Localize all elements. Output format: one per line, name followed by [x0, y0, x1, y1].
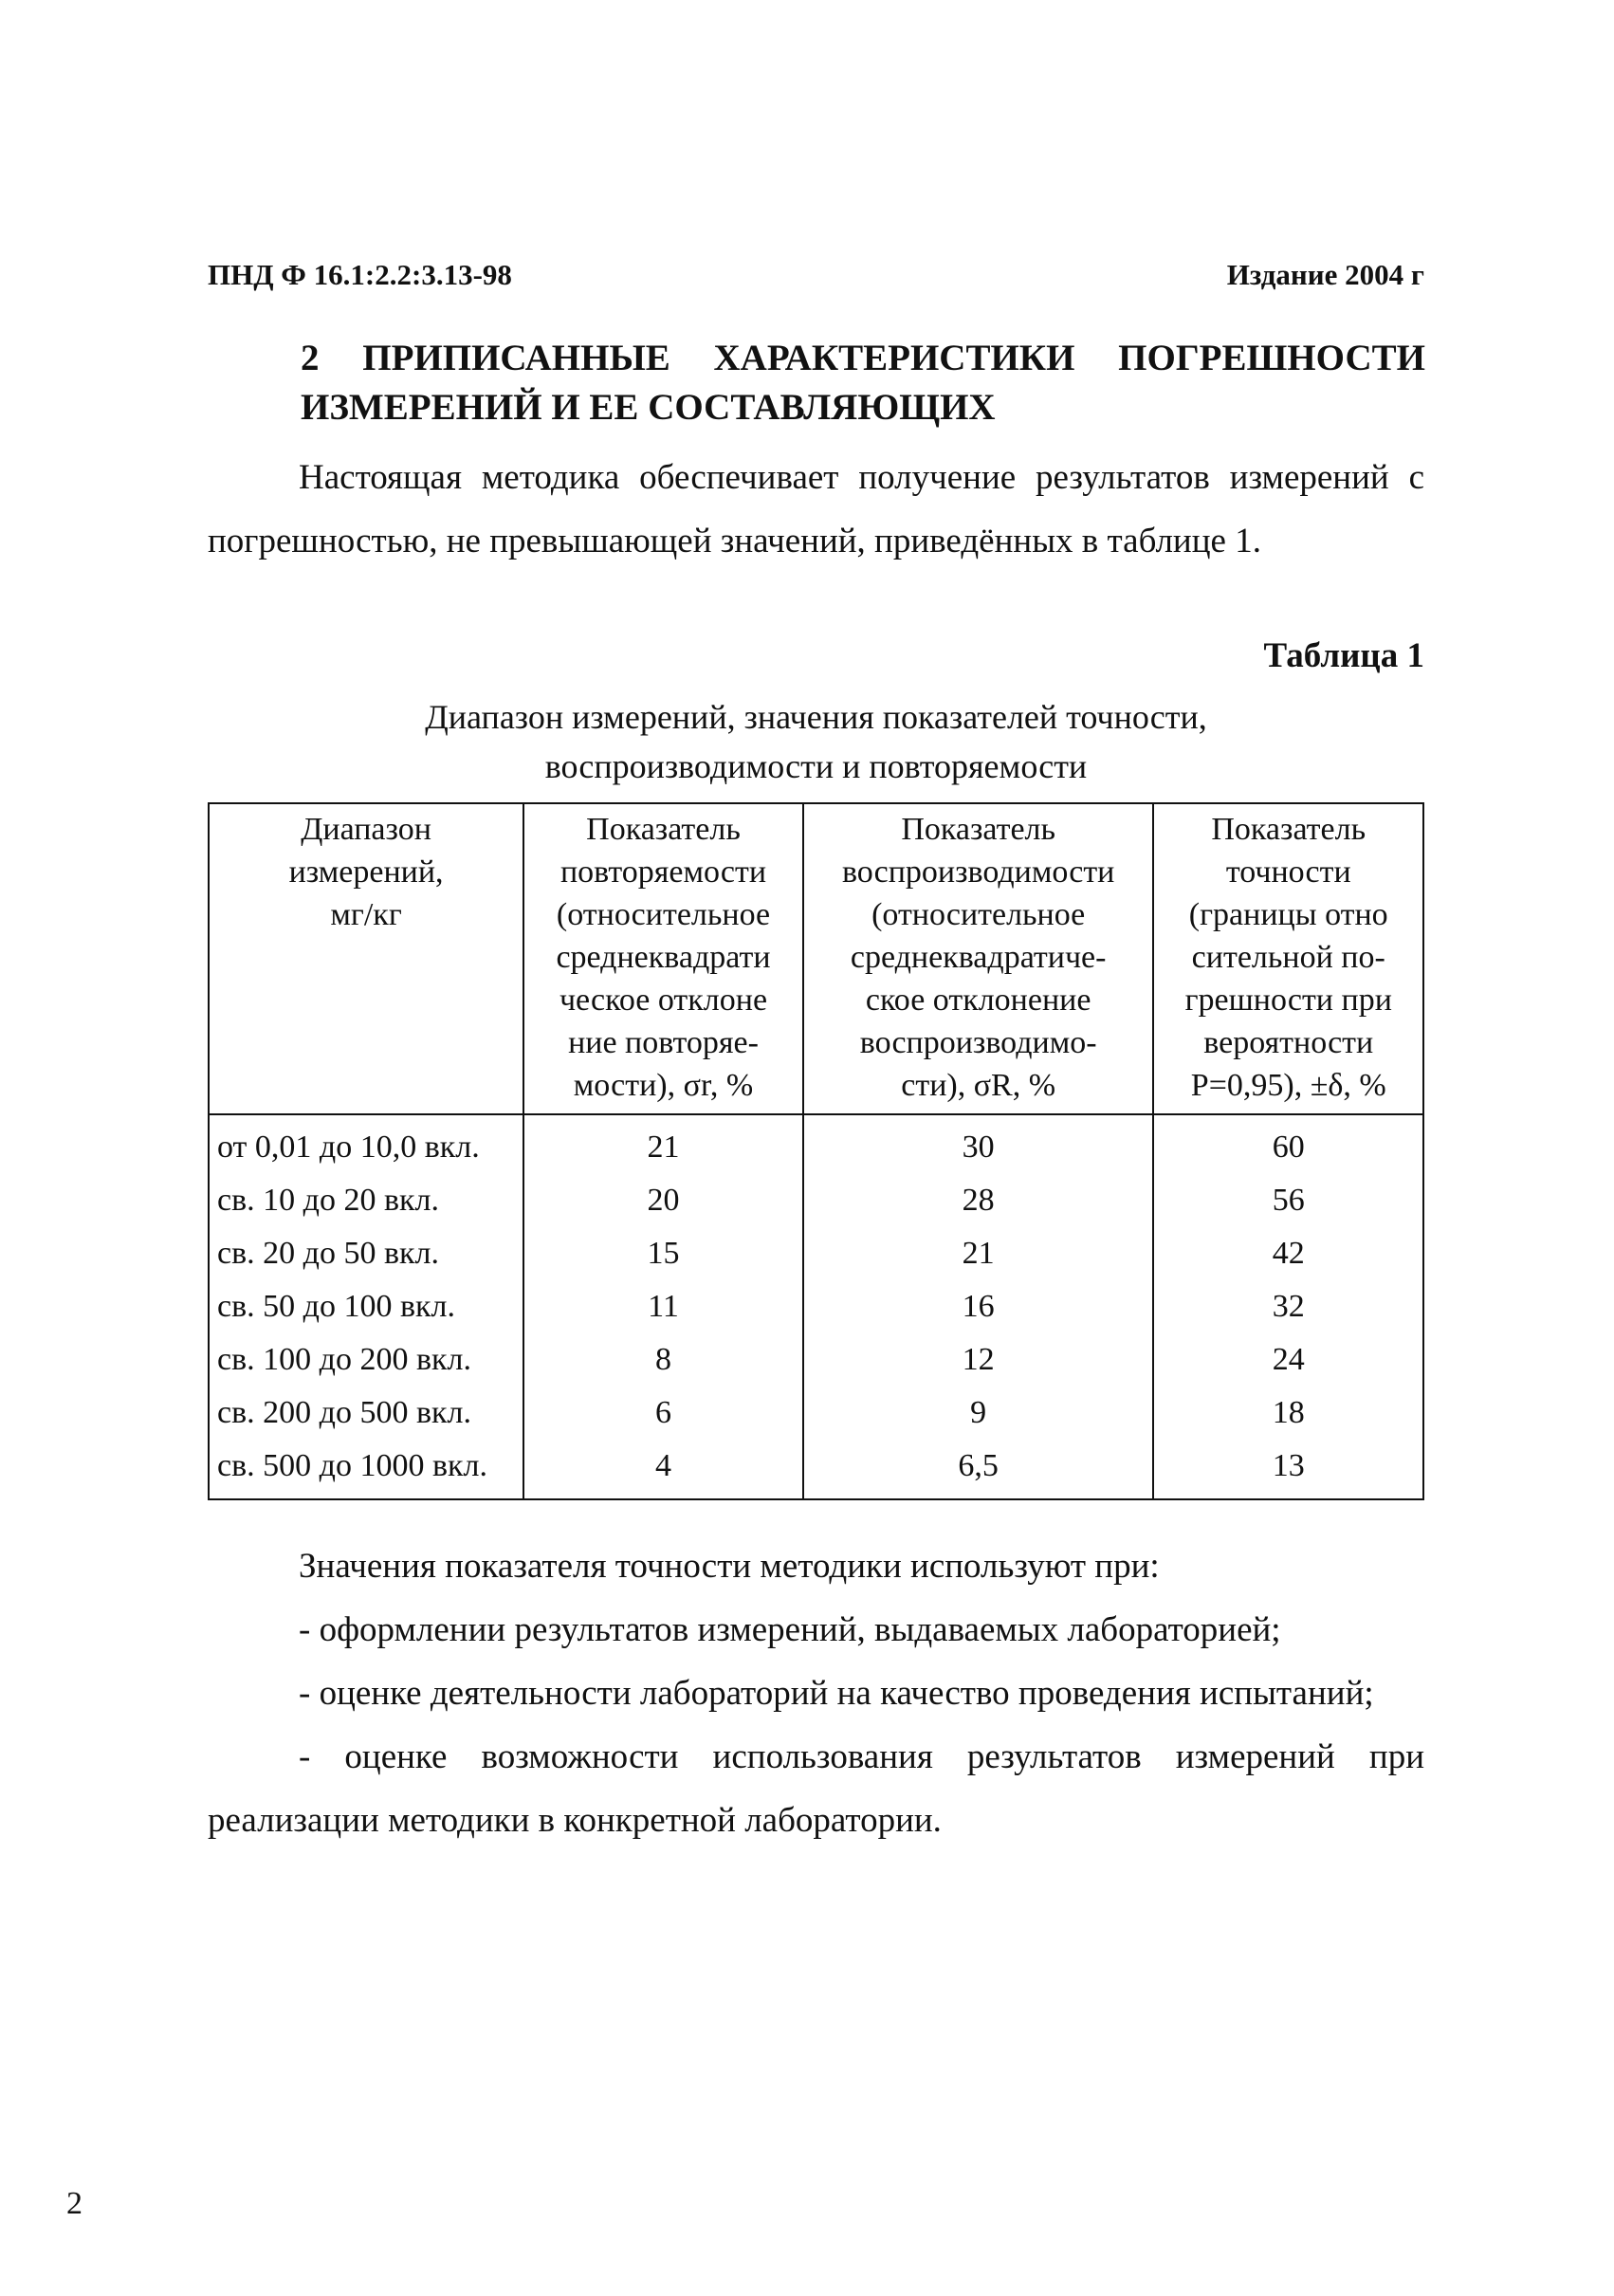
cell-accuracy: 42 — [1153, 1227, 1423, 1280]
edition-label: Издание 2004 г — [1226, 258, 1424, 291]
table-row — [209, 1387, 1423, 1440]
cell-repeatability: 20 — [523, 1174, 803, 1227]
table-row — [209, 1174, 1423, 1227]
usage-section — [208, 1534, 1424, 1852]
table-row — [209, 1333, 1423, 1387]
cell-range: св. 20 до 50 вкл. — [209, 1227, 523, 1280]
section-title-word: ПОГРЕШНОСТИ — [1118, 338, 1425, 378]
intro-text: Настоящая методика обеспечивает получение результатов измерений с погрешностью, не превышающей значений, приведённых в таблице 1. — [208, 458, 1424, 560]
page-header — [208, 258, 1424, 305]
section-title-line2: ИЗМЕРЕНИЙ И ЕЕ СОСТАВЛЯЮЩИХ — [301, 387, 996, 428]
cell-accuracy: 24 — [1153, 1333, 1423, 1387]
document-code: ПНД Ф 16.1:2.2:3.13-98 — [208, 258, 512, 291]
cell-repeatability: 15 — [523, 1227, 803, 1280]
cell-reproducibility: 6,5 — [803, 1440, 1154, 1499]
table-row — [209, 1280, 1423, 1333]
cell-accuracy: 13 — [1153, 1440, 1423, 1499]
cell-accuracy: 60 — [1153, 1114, 1423, 1174]
section-title-word: ПРИПИСАННЫЕ — [362, 338, 670, 378]
cell-range: от 0,01 до 10,0 вкл. — [209, 1114, 523, 1174]
header-accuracy: Показатель точности (границы отно сительной по- грешности при вероятности Р=0,95), ±δ, % — [1153, 803, 1423, 1114]
cell-repeatability: 4 — [523, 1440, 803, 1499]
table-number: Таблица 1 — [1263, 636, 1424, 675]
usage-item: - оценке возможности использования результатов измерений при реализации методики в конкретной лаборатории. — [208, 1737, 1424, 1840]
table-row — [209, 1227, 1423, 1280]
cell-reproducibility: 12 — [803, 1333, 1154, 1387]
cell-repeatability: 11 — [523, 1280, 803, 1333]
section-title — [301, 334, 1425, 432]
cell-reproducibility: 21 — [803, 1227, 1154, 1280]
cell-reproducibility: 16 — [803, 1280, 1154, 1333]
section-title-line1 — [301, 334, 1425, 383]
table-row — [209, 1440, 1423, 1499]
cell-range: св. 200 до 500 вкл. — [209, 1387, 523, 1440]
cell-repeatability: 6 — [523, 1387, 803, 1440]
cell-accuracy: 18 — [1153, 1387, 1423, 1440]
table-header-row — [209, 803, 1423, 1114]
cell-accuracy: 56 — [1153, 1174, 1423, 1227]
header-reproducibility: Показатель воспроизводимости (относительное среднеквадратиче- ское отклонение воспроизводимо- сти), σR, % — [803, 803, 1154, 1114]
header-repeatability: Показатель повторяемости (относительное среднеквадрати ческое отклоне ние повторяе- мости), σr, % — [523, 803, 803, 1114]
cell-repeatability: 21 — [523, 1114, 803, 1174]
usage-lead: Значения показателя точности методики используют при: — [299, 1547, 1160, 1586]
usage-item: - оценке деятельности лабораторий на качество проведения испытаний; — [299, 1674, 1374, 1713]
cell-reproducibility: 9 — [803, 1387, 1154, 1440]
cell-reproducibility: 28 — [803, 1174, 1154, 1227]
section-number: 2 — [301, 338, 320, 378]
cell-accuracy: 32 — [1153, 1280, 1423, 1333]
accuracy-table — [208, 802, 1424, 1500]
table-row — [209, 1114, 1423, 1174]
table-caption — [208, 692, 1424, 791]
cell-range: св. 500 до 1000 вкл. — [209, 1440, 523, 1499]
section-title-word: ХАРАКТЕРИСТИКИ — [713, 338, 1075, 378]
intro-paragraph — [208, 446, 1424, 573]
cell-reproducibility: 30 — [803, 1114, 1154, 1174]
cell-range: св. 10 до 20 вкл. — [209, 1174, 523, 1227]
cell-repeatability: 8 — [523, 1333, 803, 1387]
table-caption-line1: Диапазон измерений, значения показателей точности, — [425, 698, 1207, 736]
cell-range: св. 50 до 100 вкл. — [209, 1280, 523, 1333]
table-caption-line2: воспроизводимости и повторяемости — [544, 747, 1088, 785]
page-number: 2 — [66, 2186, 83, 2221]
usage-item: - оформлении результатов измерений, выдаваемых лабораторией; — [299, 1610, 1281, 1649]
header-range: Диапазон измерений, мг/кг — [209, 803, 523, 1114]
cell-range: св. 100 до 200 вкл. — [209, 1333, 523, 1387]
